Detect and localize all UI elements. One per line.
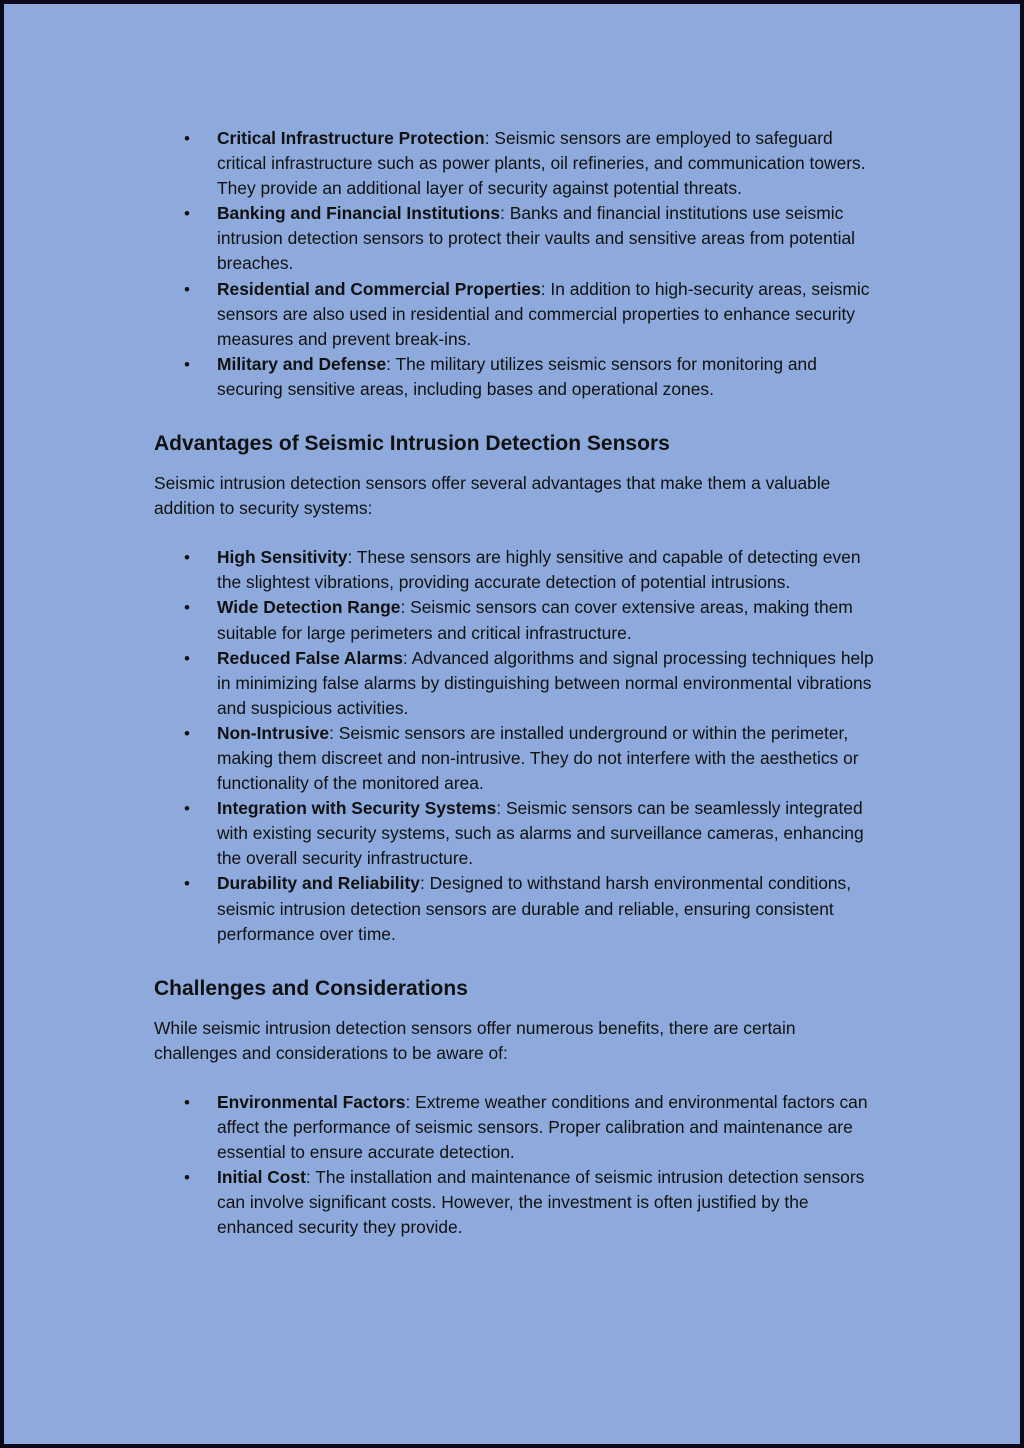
list-item [154,201,879,276]
item-term: Military and Defense [217,353,387,374]
item-text: : Seismic sensors can be seamlessly integrated with existing security systems, such as alarms and surveillance cameras, enhancing the overall security infrastructure. [217,798,864,869]
list-item [154,126,879,201]
item-term: Durability and Reliability [217,873,420,894]
item-term: Banking and Financial Institutions [217,203,501,224]
advantages-intro: Seismic intrusion detection sensors offer several advantages that make them a valuable addition to security systems: [154,473,831,519]
item-term: Integration with Security Systems [217,798,497,819]
item-text: : Designed to withstand harsh environmental conditions, seismic intrusion detection sensors are durable and reliable, ensuring consistent performance over time. [217,873,852,944]
item-text: : Extreme weather conditions and environmental factors can affect the performance of seismic sensors. Proper calibration and maintenance are essential to ensure accurate detection. [217,1091,868,1163]
advantages-list [154,545,879,947]
item-term: Initial Cost [217,1167,306,1188]
bullet-icon: • [184,648,190,668]
item-term: Wide Detection Range [217,597,401,618]
item-text: : Seismic sensors can cover extensive areas, making them suitable for large perimeters and critical infrastructure. [217,597,853,643]
applications-list [154,126,879,402]
item-term: Critical Infrastructure Protection [217,128,485,148]
bullet-icon: • [184,1092,190,1112]
item-text: : Seismic sensors are installed underground or within the perimeter, making them discreet and non-intrusive. They do not interfere with the aesthetics or functionality of the monitored area. [217,722,859,794]
item-term: Residential and Commercial Properties [217,278,541,299]
item-term: Non-Intrusive [217,722,330,743]
list-item [154,352,879,402]
item-text: : Seismic sensors are employed to safeguard critical infrastructure such as power plants, oil refineries, and communication towers. They provide an additional layer of security against potential threats. [217,128,866,199]
advantages-heading: Advantages of Seismic Intrusion Detection Sensors [154,432,670,456]
list-item [154,1090,879,1165]
item-text: : In addition to high-security areas, seismic sensors are also used in residential and commercial properties to enhance security measures and prevent break-ins. [217,278,870,349]
challenges-intro: While seismic intrusion detection sensors offer numerous benefits, there are certain challenges and considerations to be aware of: [154,1017,796,1063]
list-item [154,277,879,352]
list-item [154,871,879,946]
bullet-icon: • [184,1168,190,1188]
challenges-list [154,1090,879,1241]
bullet-icon: • [184,129,190,148]
document-content [154,126,879,1240]
bullet-icon: • [184,204,190,224]
item-term: Reduced False Alarms [217,647,403,668]
bullet-icon: • [184,723,190,743]
bullet-icon: • [184,598,190,618]
list-item [154,1165,879,1240]
item-term: High Sensitivity [217,547,348,568]
item-term: Environmental Factors [217,1091,406,1112]
list-item [154,595,879,645]
list-item [154,796,879,871]
bullet-icon: • [184,874,190,894]
list-item [154,721,879,796]
item-text: : The military utilizes seismic sensors for monitoring and securing sensitive areas, including bases and operational zones. [217,353,817,399]
item-text: : These sensors are highly sensitive and capable of detecting even the slightest vibrations, providing accurate detection of potential intrusions. [217,547,861,593]
item-text: : The installation and maintenance of seismic intrusion detection sensors can involve significant costs. However, the investment is often justified by the enhanced security they provide. [217,1167,865,1238]
list-item [154,545,879,595]
bullet-icon: • [184,354,190,374]
challenges-heading: Challenges and Considerations [154,976,468,1000]
item-text: : Banks and financial institutions use seismic intrusion detection sensors to protect their vaults and sensitive areas from potential breaches. [217,203,855,274]
list-item [154,646,879,721]
bullet-icon: • [184,548,190,568]
bullet-icon: • [184,279,190,299]
bullet-icon: • [184,799,190,819]
item-text: : Advanced algorithms and signal processing techniques help in minimizing false alarms by distinguishing between normal environmental vibrations and suspicious activities. [217,647,874,718]
